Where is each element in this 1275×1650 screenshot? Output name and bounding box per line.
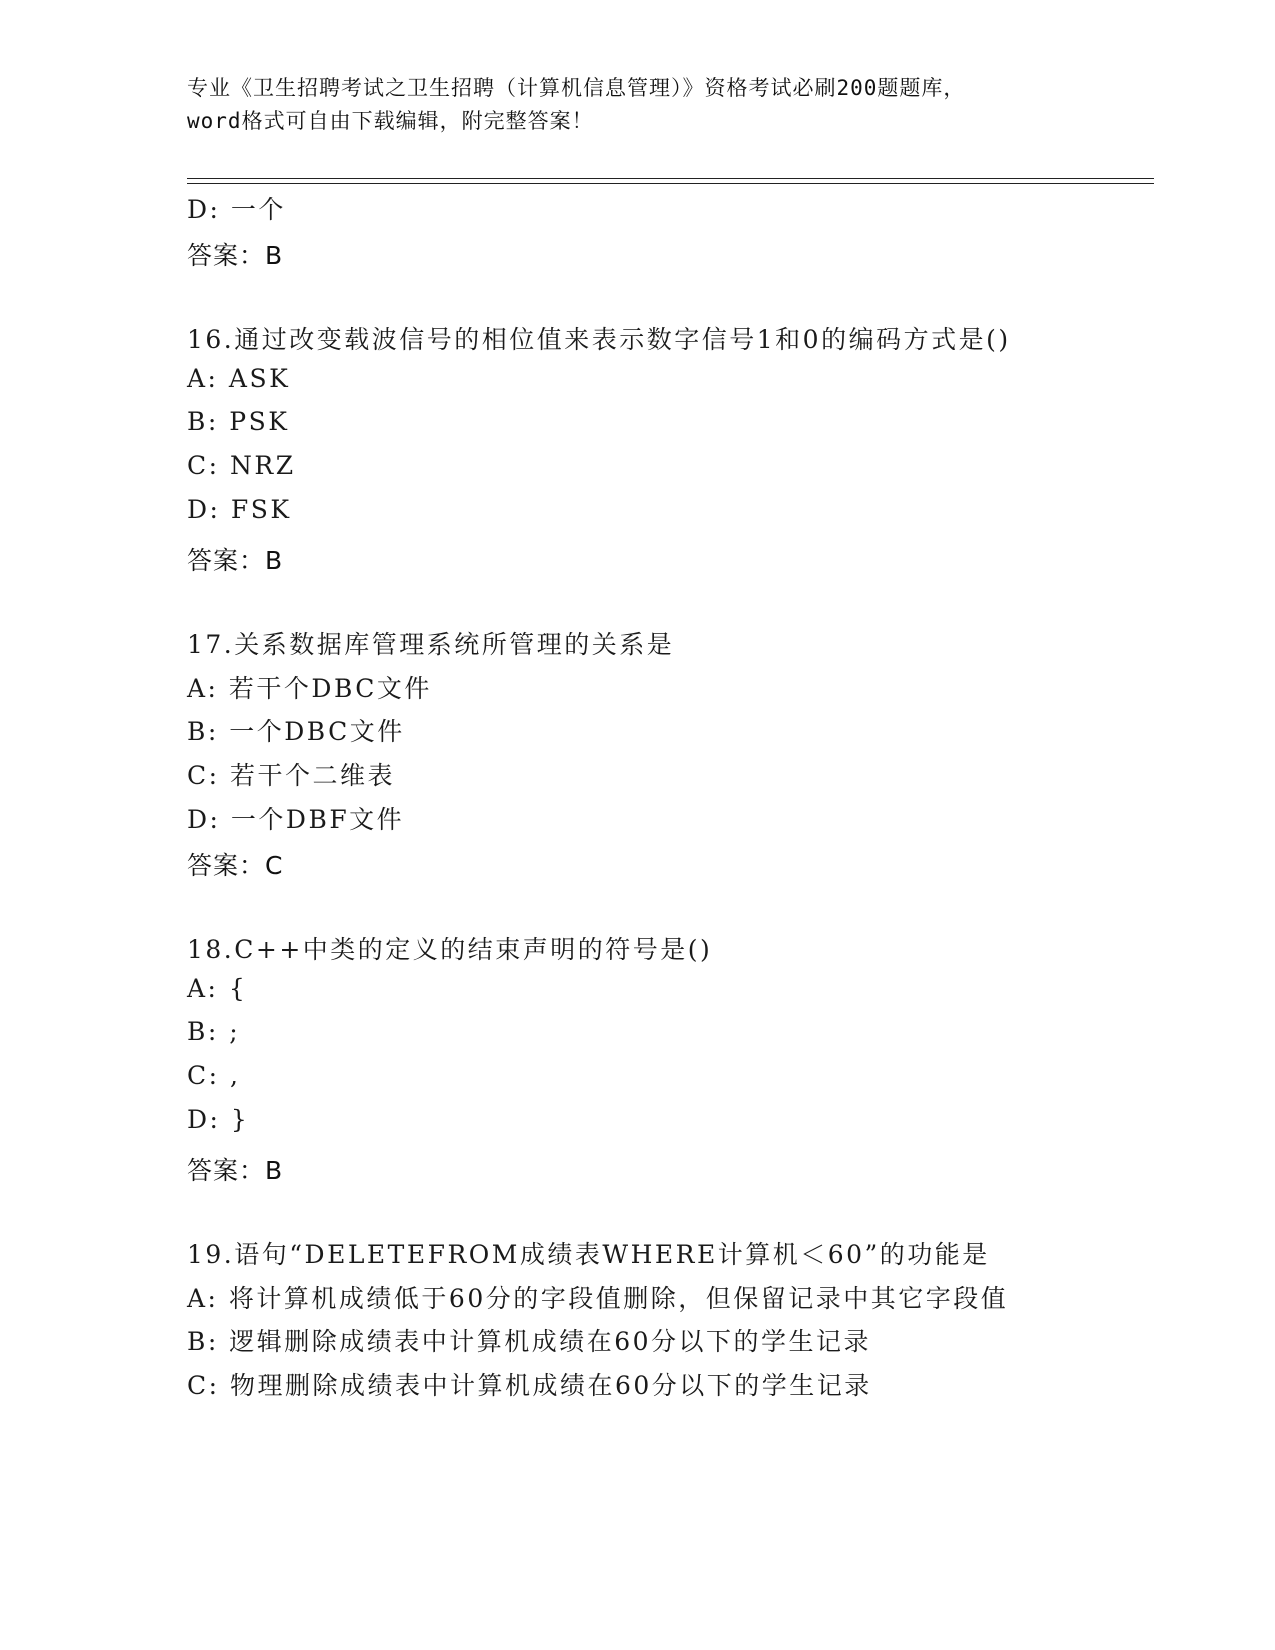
q16-option-b: B: PSK (187, 407, 290, 436)
q19-option-c: C: 物理删除成绩表中计算机成绩在60分以下的学生记录 (187, 1371, 872, 1400)
q19-option-b: B: 逻辑删除成绩表中计算机成绩在60分以下的学生记录 (187, 1327, 872, 1356)
q19-option-a: A: 将计算机成绩低于60分的字段值删除，但保留记录中其它字段值 (187, 1284, 1009, 1313)
header-divider-top (187, 178, 1154, 179)
q15-option-d: D: 一个 (187, 195, 286, 224)
header-subtitle-line: word格式可自由下载编辑，附完整答案！ (187, 109, 594, 133)
q18-option-c: C: , (187, 1061, 241, 1090)
q18-answer: 答案：B (187, 1156, 284, 1185)
q17-question: 17.关系数据库管理系统所管理的关系是 (187, 630, 675, 659)
q17-option-a: A: 若干个DBC文件 (187, 674, 432, 703)
q18-option-a: A: { (187, 974, 248, 1003)
header-title-line: 专业《卫生招聘考试之卫生招聘（计算机信息管理）》资格考试必刷200题题库， (187, 76, 966, 100)
q18-option-b: B: ; (187, 1017, 241, 1046)
q19-question: 19.语句“DELETEFROM成绩表WHERE计算机＜60”的功能是 (187, 1240, 990, 1269)
q16-question: 16.通过改变载波信号的相位值来表示数字信号1和0的编码方式是() (187, 325, 1011, 354)
q17-option-b: B: 一个DBC文件 (187, 717, 405, 746)
q17-option-c: C: 若干个二维表 (187, 761, 395, 790)
q17-answer: 答案：C (187, 851, 284, 880)
q16-option-c: C: NRZ (187, 451, 296, 480)
q17-option-d: D: 一个DBF文件 (187, 805, 405, 834)
q18-option-d: D: } (187, 1105, 250, 1134)
header-divider-bottom (187, 183, 1154, 184)
q16-option-a: A: ASK (187, 364, 291, 393)
document-header (187, 72, 1087, 138)
q15-answer: 答案：B (187, 241, 284, 270)
q16-option-d: D: FSK (187, 495, 292, 524)
q18-question: 18.C++中类的定义的结束声明的符号是() (187, 935, 713, 964)
q16-answer: 答案：B (187, 546, 284, 575)
